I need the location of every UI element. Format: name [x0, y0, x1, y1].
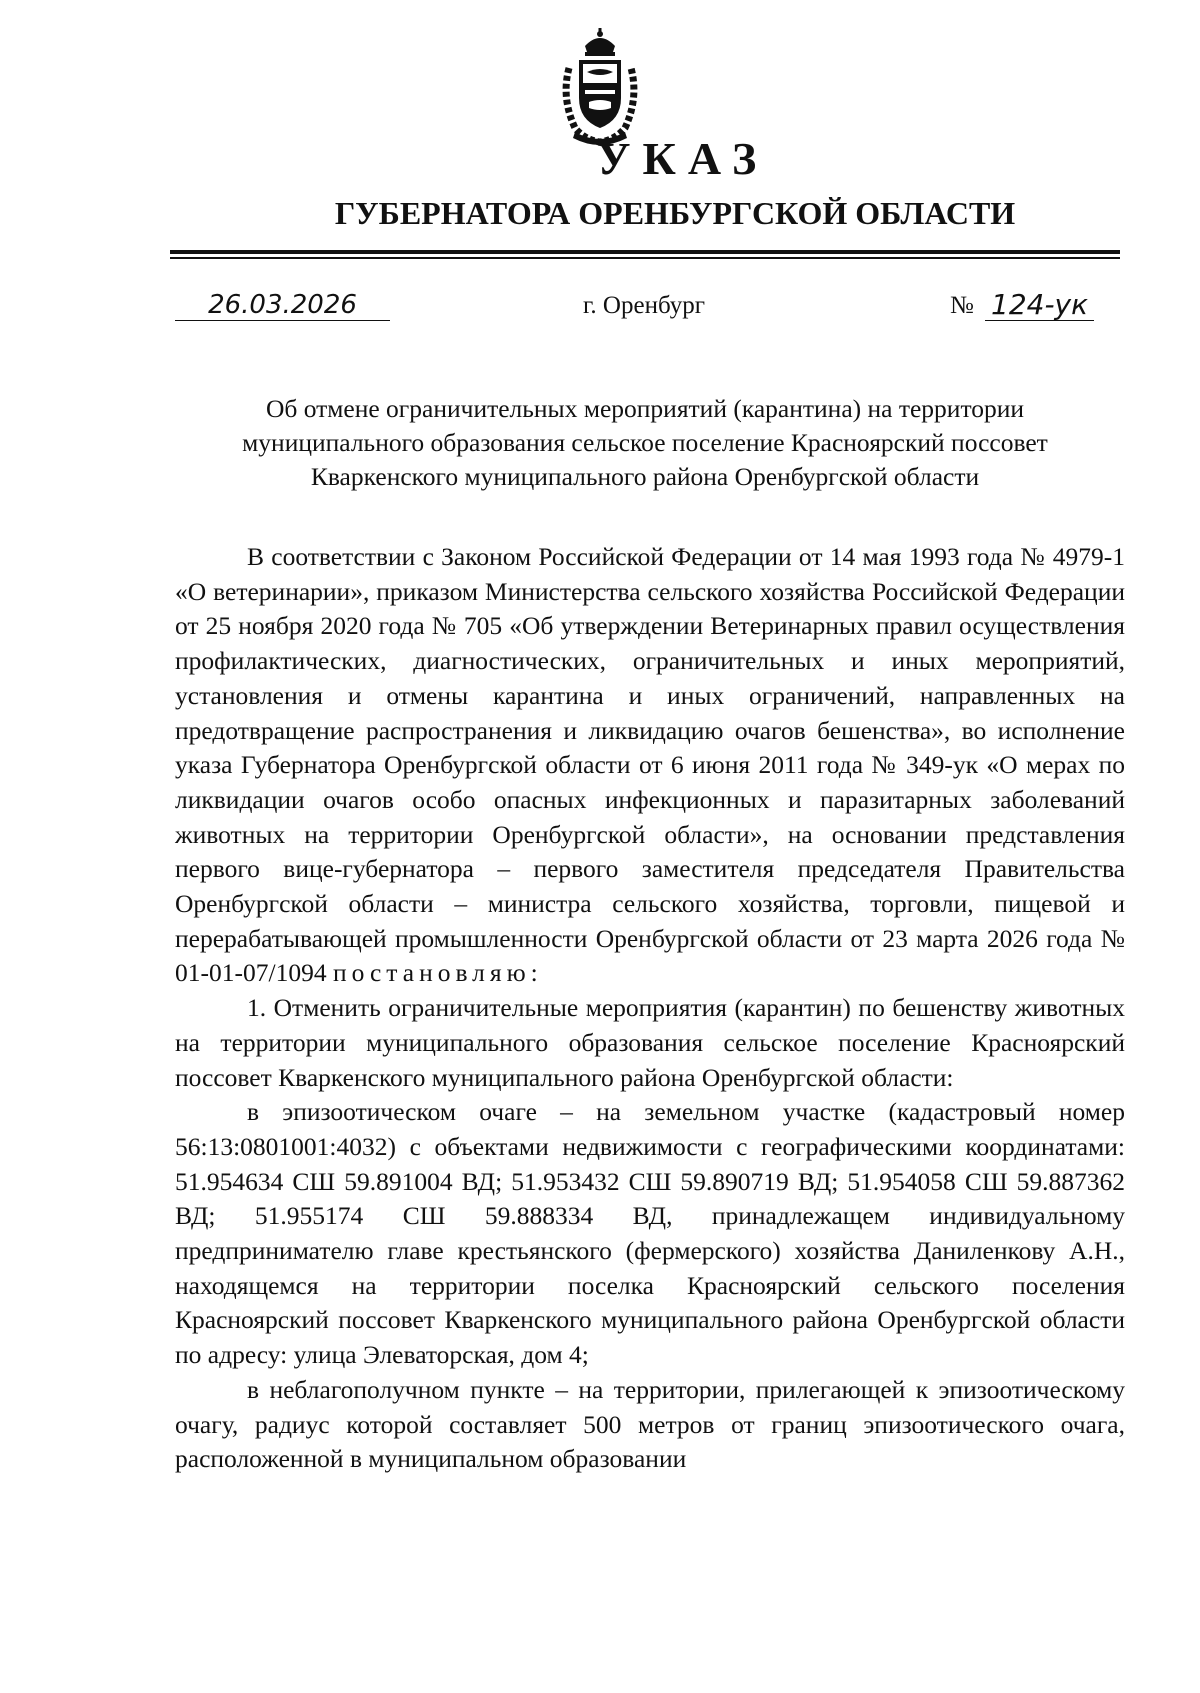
document-date: 26.03.2026 — [175, 290, 390, 321]
document-number-label: № — [950, 292, 974, 319]
document-city: г. Оренбург — [583, 292, 705, 319]
document-number: 124-ук — [985, 290, 1094, 321]
clause-paragraph: в неблагополучном пункте – на территории, прилегающей к эпизоотическому очагу, радиус которой составляет 500 метров от границ эпизоотического очага, расположенной в муниципальном образовании — [175, 1374, 1125, 1474]
document-subject — [170, 392, 1120, 494]
header-rule-thin — [170, 257, 1120, 259]
header-rule-thick — [170, 250, 1120, 254]
subject-line: Кваркенского муниципального района Оренбургской области — [310, 462, 980, 491]
clause-paragraph: в эпизоотическом очаге – на земельном участке (кадастровый номер 56:13:0801001:4032) с объектами недвижимости с географическими координатами: 51.954634 СШ 59.891004 ВД; 51.953432 СШ 59.890719 ВД; 51.954058 СШ 59.887362 ВД; 51.955174 СШ 59.888334 ВД, принадлежащем индивидуальному предпринимателю главе крестьянского (фермерского) хозяйства Даниленкову А.Н., находящемся на территории поселка Красноярский сельского поселения Красноярский поссовет Кваркенского муниципального района Оренбургской области по адресу: улица Элеваторская, дом 4; — [175, 1097, 1125, 1370]
document-body — [175, 540, 1125, 1477]
preamble-paragraph — [175, 540, 1125, 991]
subject-line: Об отмене ограничительных мероприятий (карантина) на территории — [265, 394, 1025, 423]
coat-of-arms-icon — [555, 28, 645, 148]
issuer-title: ГУБЕРНАТОРА ОРЕНБУРГСКОЙ ОБЛАСТИ — [334, 195, 1016, 231]
document-type-title: УКАЗ — [596, 133, 769, 184]
preamble-text: В соответствии с Законом Российской Федерации от 14 мая 1993 года № 4979-1 «О ветеринарии», приказом Министерства сельского хозяйства Российской Федерации от 25 ноября 2020 года № 705 «Об утверждении Ветеринарных правил осуществления профилактических, диагностических, ограничительных и иных мероприятий, установления и отмены карантина и иных ограничений, направленных на предотвращение распространения и ликвидацию очагов бешенства», во исполнение указа Губернатора Оренбургской области от 6 июня 2011 года № 349-ук «О мерах по ликвидации очагов особо опасных инфекционных и паразитарных заболеваний животных на территории Оренбургской области», на основании представления первого вице-губернатора – первого заместителя председателя Правительства Оренбургской области – министра сельского хозяйства, торговли, пищевой и перерабатывающей промышленности Оренбургской области от 23 марта 2026 года № 01-01-07/1094 — [175, 542, 1125, 988]
document-meta — [0, 290, 1200, 330]
subject-line: муниципального образования сельское поселение Красноярский поссовет — [242, 428, 1048, 457]
clause-paragraph: 1. Отменить ограничительные мероприятия (карантин) по бешенству животных на территории муниципального образования сельское поселение Красноярский поссовет Кваркенского муниципального района Оренбургской области: — [175, 993, 1125, 1092]
decree-word: постановляю: — [332, 958, 543, 988]
